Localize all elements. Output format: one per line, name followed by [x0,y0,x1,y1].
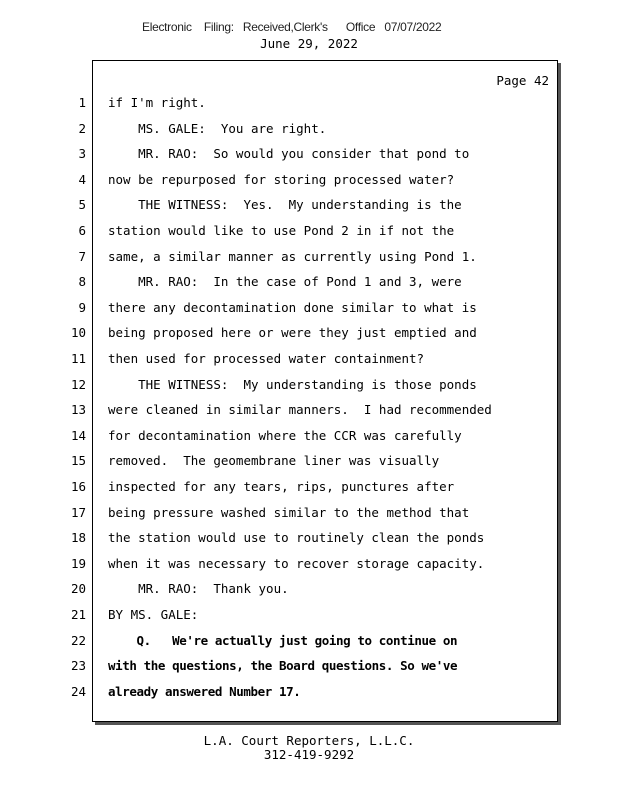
transcript-line-text: when it was necessary to recover storage capacity. [108,556,485,571]
line-number: 21 [70,607,86,622]
line-number: 13 [70,402,86,417]
line-number: 5 [78,197,86,212]
line-number: 22 [70,633,86,648]
line-number: 10 [70,325,86,340]
line-number: 14 [70,428,86,443]
transcript-line-text: MS. GALE: You are right. [108,121,327,136]
page-number: Page 42 [496,73,549,88]
line-number: 24 [70,684,86,699]
transcript-line-text: Q. We're actually just going to continue on [108,633,458,648]
line-number: 15 [70,453,86,468]
line-number: 8 [78,274,86,289]
transcript-line-text: for decontamination where the CCR was carefully [108,428,462,443]
line-number: 1 [78,95,86,110]
transcript-line-text: being pressure washed similar to the method that [108,505,470,520]
line-number: 16 [70,479,86,494]
line-number: 3 [78,146,86,161]
electronic-filing-stamp: Electronic Filing: Received,Clerk's Office 07/07/2022 [142,20,442,34]
line-number: 4 [78,172,86,187]
line-number: 11 [70,351,86,366]
transcript-line-text: were cleaned in similar manners. I had recommended [108,402,492,417]
transcript-line-text: then used for processed water containment? [108,351,425,366]
line-number: 2 [78,121,86,136]
transcript-line-text: there any decontamination done similar to what is [108,300,477,315]
line-number: 20 [70,581,86,596]
transcript-line-text: the station would use to routinely clean the ponds [108,530,485,545]
transcript-line-text: same, a similar manner as currently using Pond 1. [108,249,477,264]
line-number: 7 [78,249,86,264]
line-number: 12 [70,377,86,392]
transcript-line-text: already answered Number 17. [108,684,301,699]
transcript-line-text: station would like to use Pond 2 in if not the [108,223,455,238]
transcript-line-text: MR. RAO: Thank you. [108,581,289,596]
transcript-line-text: now be repurposed for storing processed water? [108,172,455,187]
transcript-line-text: if I'm right. [108,95,206,110]
line-number: 9 [78,300,86,315]
reporter-company: L.A. Court Reporters, L.L.C. [203,733,415,748]
line-number: 23 [70,658,86,673]
line-number: 18 [70,530,86,545]
transcript-line-text: BY MS. GALE: [108,607,199,622]
line-number: 6 [78,223,86,238]
transcript-line-text: THE WITNESS: Yes. My understanding is the [108,197,462,212]
transcript-line-text: THE WITNESS: My understanding is those ponds [108,377,477,392]
transcript-line-text: inspected for any tears, rips, punctures after [108,479,455,494]
transcript-line-text: being proposed here or were they just emptied and [108,325,477,340]
line-number: 19 [70,556,86,571]
reporter-phone: 312-419-9292 [263,747,355,762]
line-number: 17 [70,505,86,520]
transcript-line-text: MR. RAO: So would you consider that pond to [108,146,470,161]
transcript-date: June 29, 2022 [260,36,358,51]
transcript-line-text: removed. The geomembrane liner was visually [108,453,440,468]
transcript-line-text: with the questions, the Board questions. So we've [108,658,458,673]
transcript-line-text: MR. RAO: In the case of Pond 1 and 3, were [108,274,462,289]
